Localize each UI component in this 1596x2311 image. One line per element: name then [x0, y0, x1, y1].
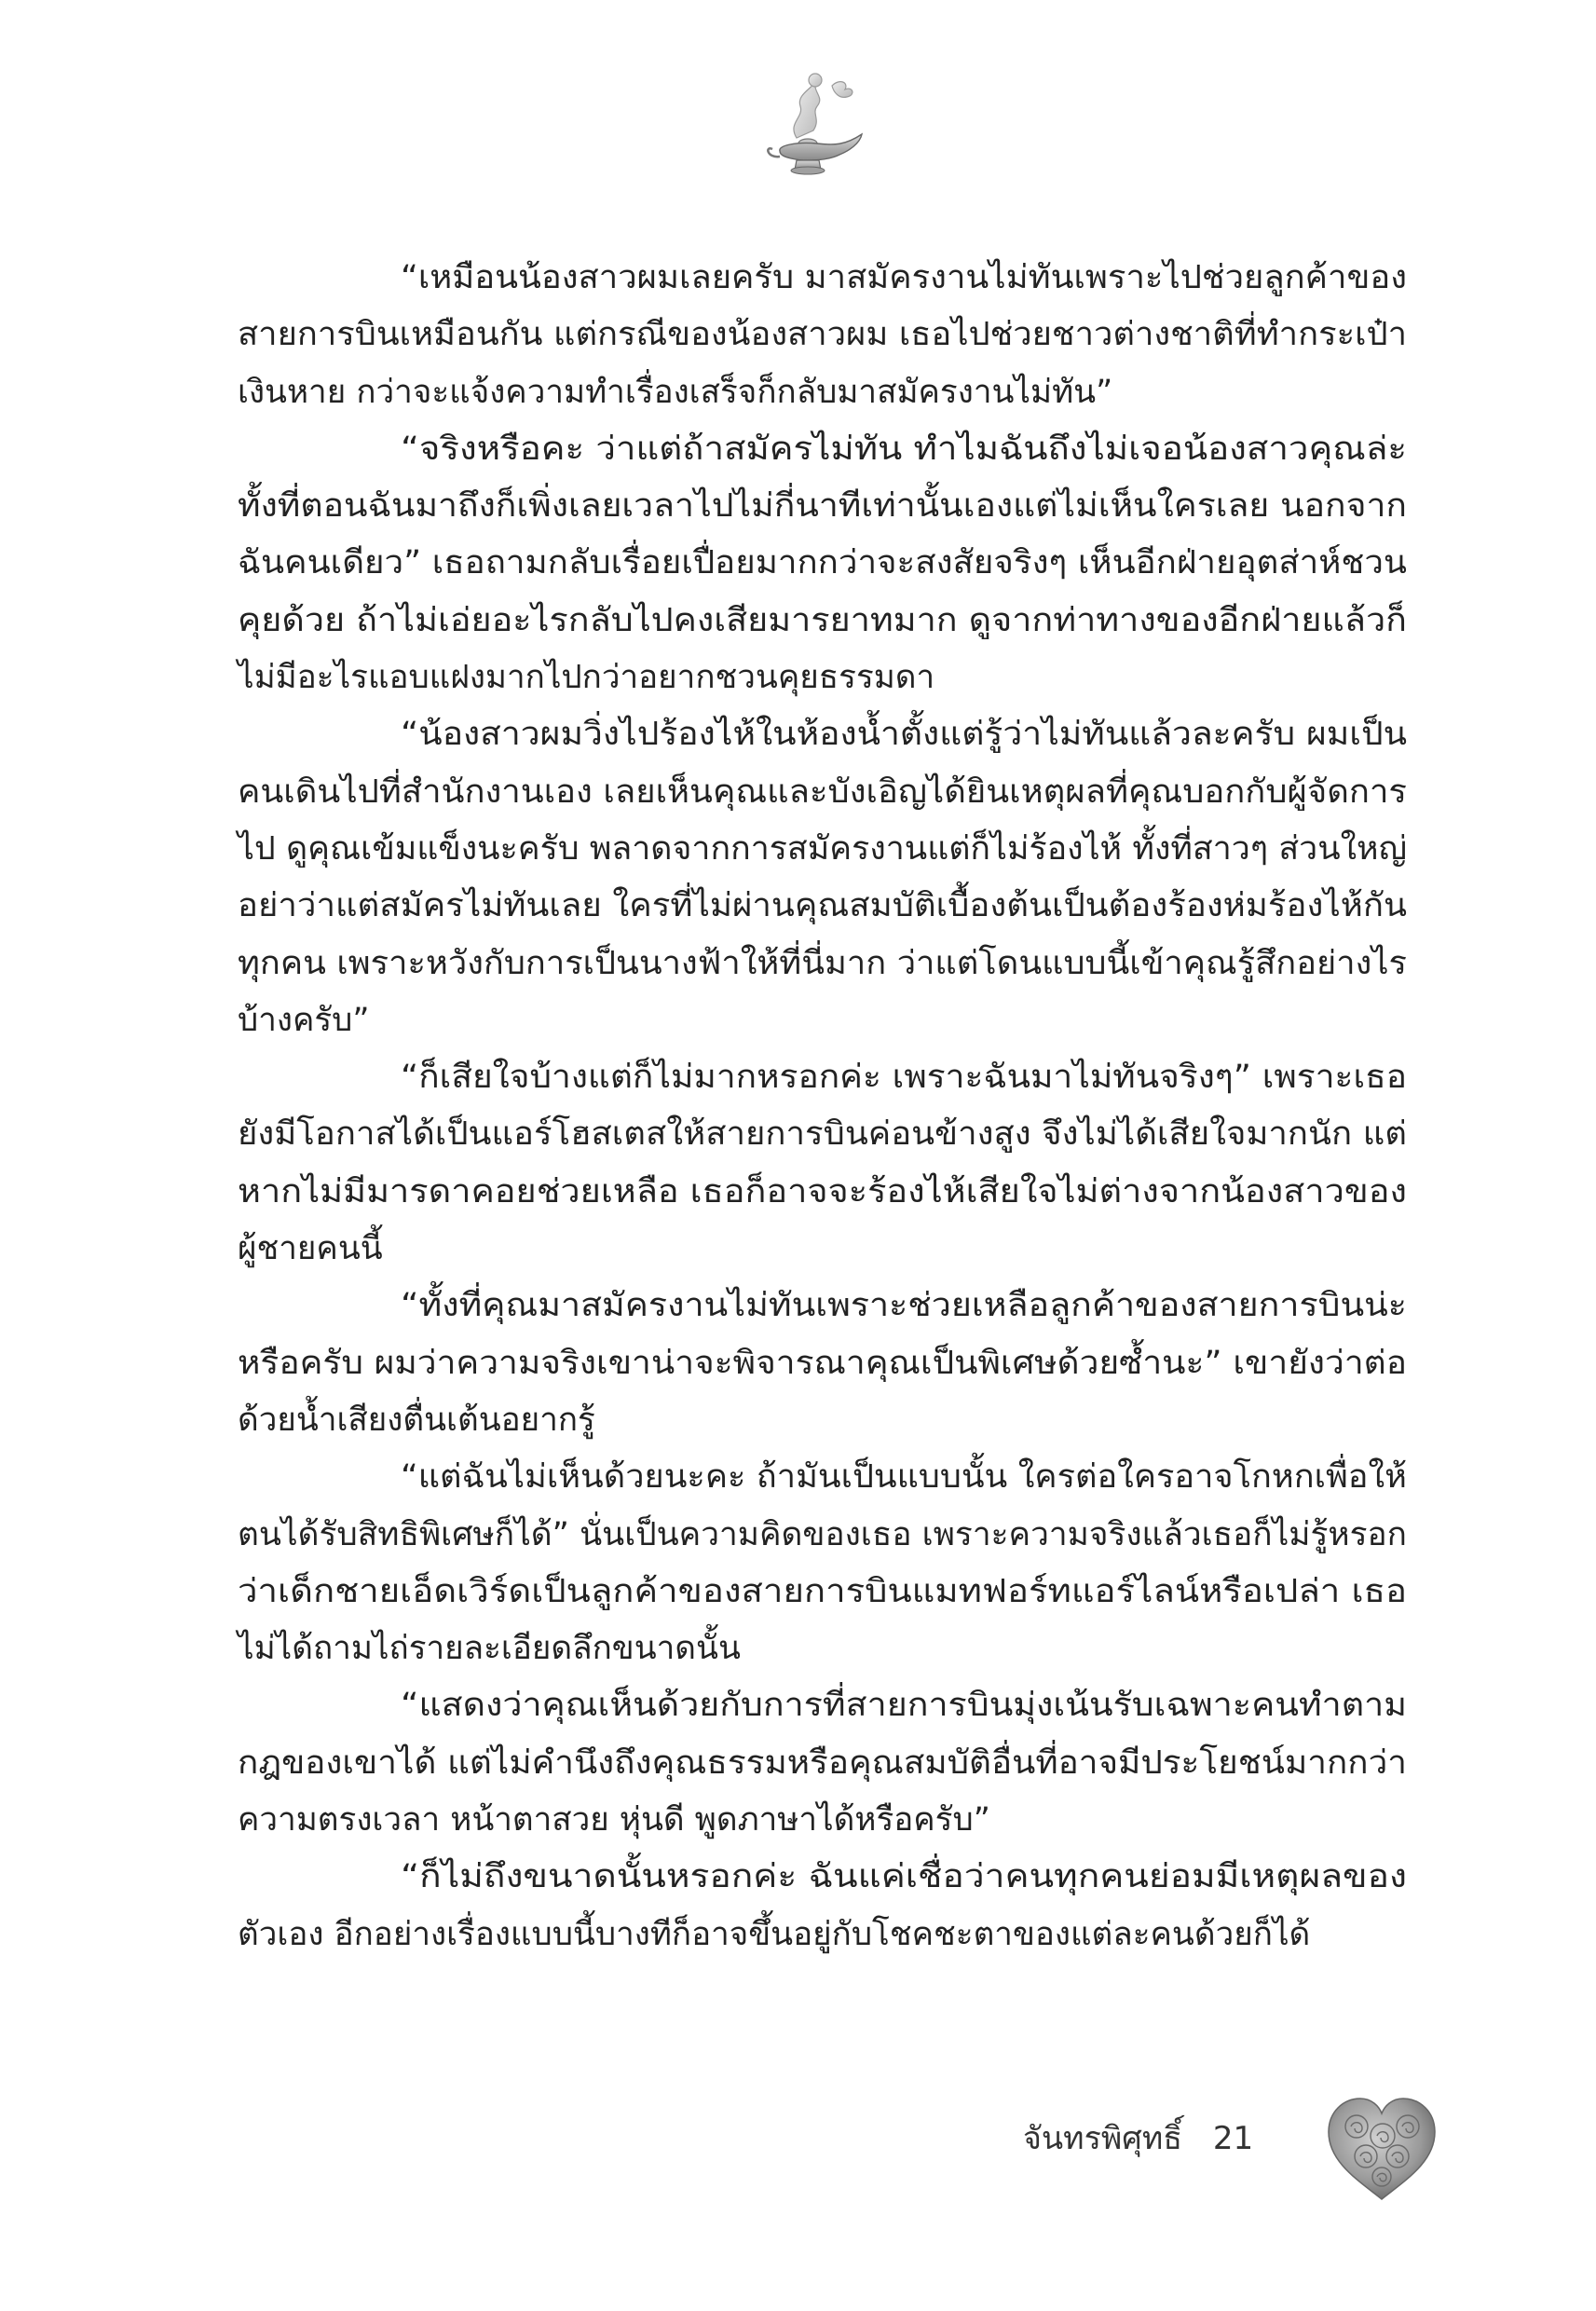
text-line: “เหมือนน้องสาวผมเลยครับ มาสมัครงานไม่ทันเพราะไปช่วยลูกค้าของ	[401, 259, 1407, 296]
text-line: สายการบินเหมือนกัน แต่กรณีของน้องสาวผม เธอไปช่วยชาวต่างชาติที่ทำกระเป๋า	[238, 316, 1407, 354]
text-line: ทุกคน เพราะหวังกับการเป็นนางฟ้าให้ที่นี่มาก ว่าแต่โดนแบบนี้เข้าคุณรู้สึกอย่างไร	[238, 944, 1407, 982]
page-number: 21	[1212, 2120, 1254, 2157]
text-line: ไม่ได้ถามไถ่รายละเอียดลึกขนาดนั้น	[238, 1630, 741, 1668]
text-line: “แสดงว่าคุณเห็นด้วยกับการที่สายการบินมุ่งเน้นรับเฉพาะคนทำตาม	[401, 1687, 1407, 1725]
text-line: ไม่มีอะไรแอบแฝงมากไปกว่าอยากชวนคุยธรรมดา	[238, 659, 935, 697]
text-line: “ทั้งที่คุณมาสมัครงานไม่ทันเพราะช่วยเหลือลูกค้าของสายการบินน่ะ	[401, 1287, 1407, 1325]
text-line: ไป ดูคุณเข้มแข็งนะครับ พลาดจากการสมัครงานแต่ก็ไม่ร้องไห้ ทั้งที่สาวๆ ส่วนใหญ่	[238, 829, 1407, 868]
body-text	[238, 250, 1407, 1963]
text-line: “น้องสาวผมวิ่งไปร้องไห้ในห้องน้ำตั้งแต่รู้ว่าไม่ทันแล้วละครับ ผมเป็น	[401, 716, 1407, 754]
text-line: ตนได้รับสิทธิพิเศษก็ได้” นั่นเป็นความคิดของเธอ เพราะความจริงแล้วเธอก็ไม่รู้หรอก	[238, 1515, 1407, 1553]
rose-heart-icon	[1321, 2087, 1442, 2208]
page-footer	[1023, 2115, 1253, 2162]
text-line: คุยด้วย ถ้าไม่เอ่ยอะไรกลับไปคงเสียมารยาทมาก ดูจากท่าทางของอีกฝ่ายแล้วก็	[238, 601, 1407, 639]
text-line: “ก็เสียใจบ้างแต่ก็ไม่มากหรอกค่ะ เพราะฉันมาไม่ทันจริงๆ” เพราะเธอ	[401, 1059, 1407, 1097]
text-line: ผู้ชายคนนี้	[238, 1230, 383, 1268]
text-line: เงินหาย กว่าจะแจ้งความทำเรื่องเสร็จก็กลับมาสมัครงานไม่ทัน”	[238, 373, 1113, 411]
text-line: อย่าว่าแต่สมัครไม่ทันเลย ใครที่ไม่ผ่านคุณสมบัติเบื้องต้นเป็นต้องร้องห่มร้องไห้กัน	[238, 887, 1407, 925]
text-line: หากไม่มีมารดาคอยช่วยเหลือ เธอก็อาจจะร้องไห้เสียใจไม่ต่างจากน้องสาวของ	[238, 1172, 1407, 1210]
text-line: ยังมีโอกาสได้เป็นแอร์โฮสเตสให้สายการบินค่อนข้างสูง จึงไม่ได้เสียใจมากนัก แต่	[238, 1115, 1407, 1154]
text-line: “ก็ไม่ถึงขนาดนั้นหรอกค่ะ ฉันแค่เชื่อว่าคนทุกคนย่อมมีเหตุผลของ	[401, 1858, 1407, 1896]
footer-author: จันทรพิศุทธิ์	[1023, 2120, 1182, 2157]
text-line: ว่าเด็กชายเอ็ดเวิร์ดเป็นลูกค้าของสายการบินแมทฟอร์ทแอร์ไลน์หรือเปล่า เธอ	[238, 1572, 1407, 1610]
text-line: กฎของเขาได้ แต่ไม่คำนึงถึงคุณธรรมหรือคุณสมบัติอื่นที่อาจมีประโยชน์มากกว่า	[238, 1744, 1407, 1782]
text-line: ด้วยน้ำเสียงตื่นเต้นอยากรู้	[238, 1401, 595, 1439]
text-line: ความตรงเวลา หน้าตาสวย หุ่นดี พูดภาษาได้หรือครับ”	[238, 1801, 990, 1839]
text-line: ฉันคนเดียว” เธอถามกลับเรื่อยเปื่อยมากกว่าจะสงสัยจริงๆ เห็นอีกฝ่ายอุตส่าห์ชวน	[238, 544, 1407, 582]
text-line: ตัวเอง อีกอย่างเรื่องแบบนี้บางทีก็อาจขึ้นอยู่กับโชคชะตาของแต่ละคนด้วยก็ได้	[238, 1915, 1311, 1953]
text-line: คนเดินไปที่สำนักงานเอง เลยเห็นคุณและบังเอิญได้ยินเหตุผลที่คุณบอกกับผู้จัดการ	[238, 773, 1408, 811]
text-line: “แต่ฉันไม่เห็นด้วยนะคะ ถ้ามันเป็นแบบนั้น ใครต่อใครอาจโกหกเพื่อให้	[401, 1458, 1407, 1497]
text-line: “จริงหรือคะ ว่าแต่ถ้าสมัครไม่ทัน ทำไมฉันถึงไม่เจอน้องสาวคุณล่ะ	[401, 430, 1407, 468]
text-line: บ้างครับ”	[238, 1001, 370, 1039]
text-line: ทั้งที่ตอนฉันมาถึงก็เพิ่งเลยเวลาไปไม่กี่นาทีเท่านั้นเองแต่ไม่เห็นใครเลย นอกจาก	[238, 487, 1407, 526]
genie-lamp-icon	[759, 65, 880, 186]
text-line: หรือครับ ผมว่าความจริงเขาน่าจะพิจารณาคุณเป็นพิเศษด้วยซ้ำนะ” เขายังว่าต่อ	[238, 1344, 1407, 1382]
